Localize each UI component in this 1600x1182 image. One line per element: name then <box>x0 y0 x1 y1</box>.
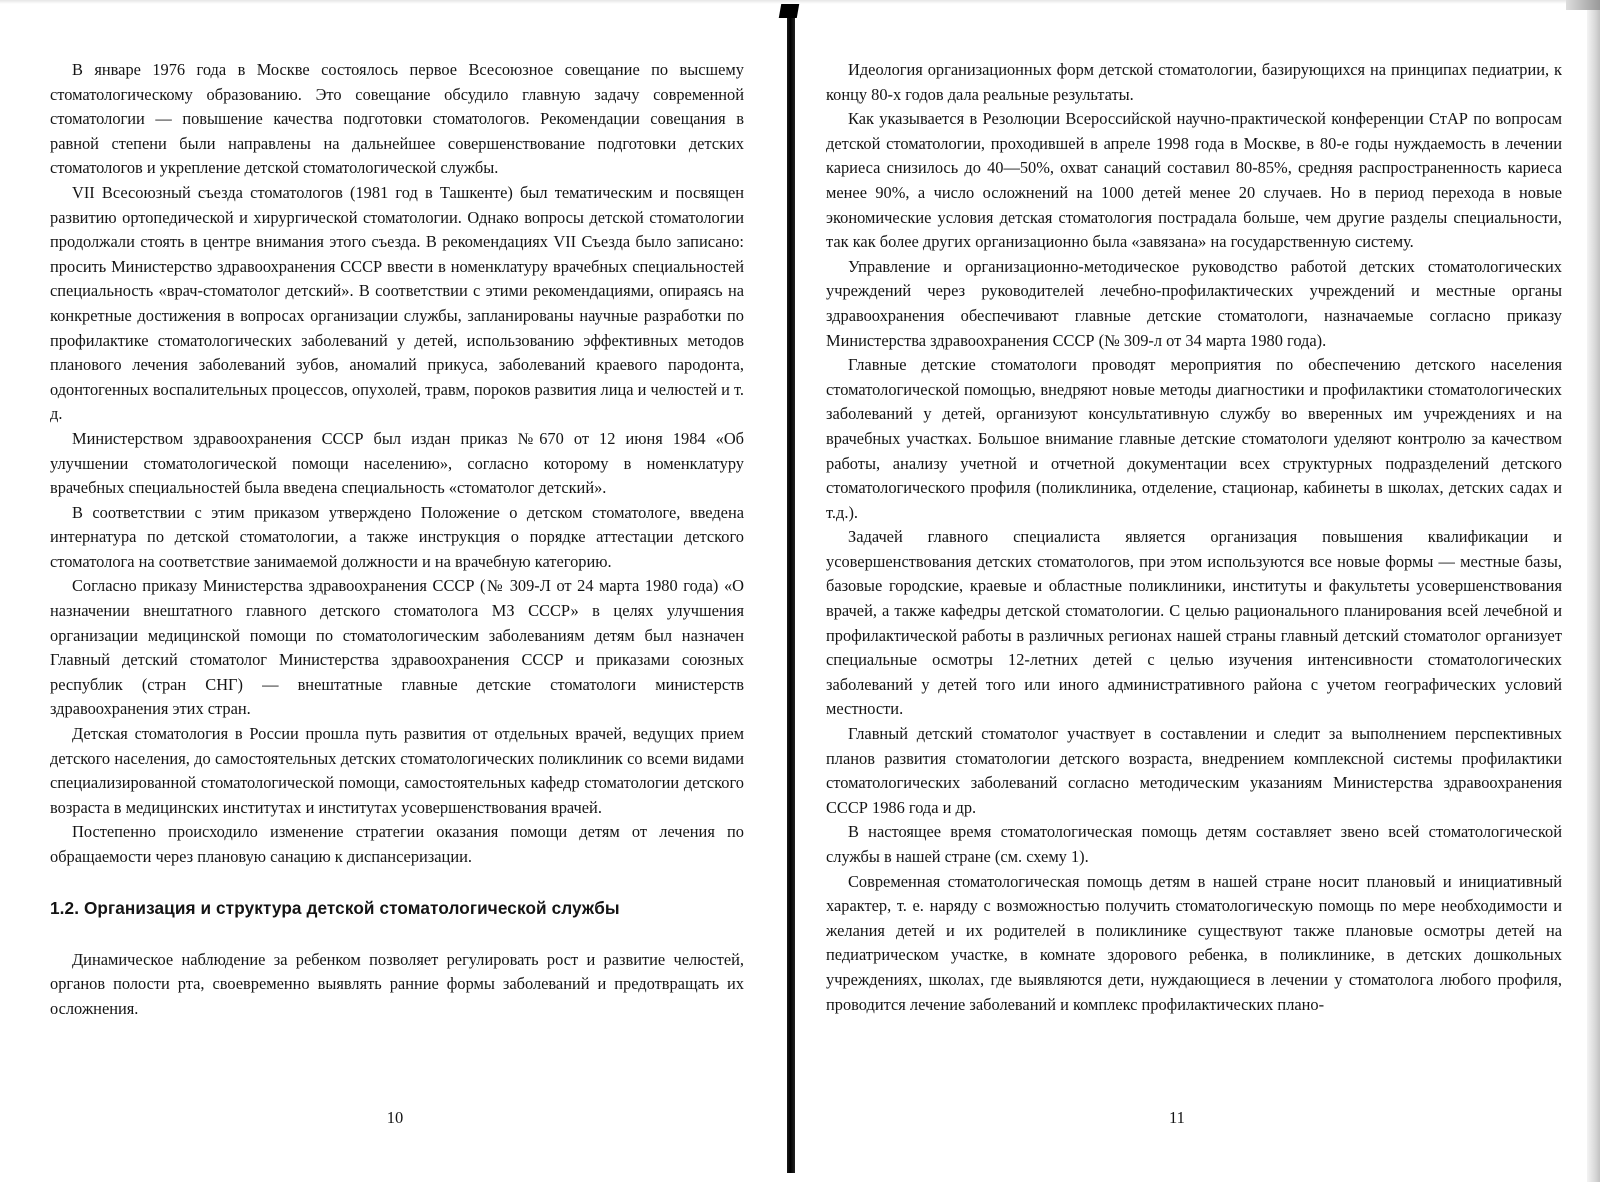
paragraph: Современная стоматологическая помощь детям в нашей стране носит плановый и инициативный характер, т. е. наряду с возможностью получить стоматологическую помощь по мере необходимости и желания детей и их родителей в поликлинике существуют также плановые осмотры детей на педиатрическом участке, в комнате здорового ребенка, в поликлинике, в детских дошкольных учреждениях, школах, где выявляются дети, нуждающиеся в лечении у стоматолога любого профиля, проводится лечение заболеваний и комплекс профилактических плано- <box>826 871 1562 1014</box>
paragraph: Управление и организационно-методическое руководство работой детских стоматологических учреждений через руководителей лечебно-профилактических учреждений и местные органы здравоохранения обеспечивают главные детские стоматологи, назначаемые согласно приказу Министерства здравоохранения СССР (№ 309-л от 34 марта 1980 года). <box>826 256 1562 350</box>
page-number-right: 11 <box>1169 1108 1185 1127</box>
paragraph: Постепенно происходило изменение стратегии оказания помощи детям от лечения по обращаемости через плановую санацию к диспансеризации. <box>50 822 744 866</box>
paragraph: Идеология организационных форм детской стоматологии, базирующихся на принципах педиатрии, к концу 80-х годов дала реальные результаты. <box>826 60 1562 104</box>
paragraph: Задачей главного специалиста является организация повышения квалификации и усовершенствования детских стоматологов, при этом используются все новые формы — местные базы, базовые городские, краевые и областные поликлиники, институты и факультеты усовершенствования врачей, а также кафедры детской стоматологии. С целью рационального планирования всей лечебной и профилактической работы в различных регионах нашей страны главный детский стоматолог организует специальные осмотры 12-летних детей с целью изучения интенсивности стоматологических заболеваний у детей того или иного административного района с учетом географических условий местности. <box>826 527 1562 719</box>
paragraph: В настоящее время стоматологическая помощь детям составляет звено всей стоматологической службы в нашей стране (см. схему 1). <box>826 822 1562 866</box>
section-heading: 1.2. Организация и структура детской стоматологической службы <box>50 897 620 918</box>
paragraph: Согласно приказу Министерства здравоохранения СССР (№ 309-Л от 24 марта 1980 года) «О назначении внештатного главного детского стоматолога МЗ СССР» в целях улучшения организации медицинской помощи по стоматологическим заболеваниям детям был назначен Главный детский стоматолог Министерства здравоохранения СССР и приказами союзных республик (стран СНГ) — внештатные главные детские стоматологи министерств здравоохранения этих стран. <box>50 576 744 719</box>
right-page-text <box>826 58 1562 1017</box>
paragraph: В январе 1976 года в Москве состоялось первое Всесоюзное совещание по высшему стоматологическому образованию. Это совещание обсудило главную задачу современной стоматологии — повышение качества подготовки стоматологов. Рекомендации совещания в равной степени были направлены на дальнейшее совершенствование подготовки детских стоматологов и укрепление детской стоматологической службы. <box>50 60 744 178</box>
page-edge-shadow <box>1587 0 1600 1182</box>
paragraph: Главные детские стоматологи проводят мероприятия по обеспечению детского населения стоматологической помощью, внедряют новые методы диагностики и профилактики стоматологических заболеваний у детей, организуют консультативную службу во вверенных им учреждениях и на врачебных участках. Большое внимание главные детские стоматологи уделяют контролю за качеством работы, анализу учетной и отчетной документации всех структурных подразделений детского стоматологического профиля (поликлиника, отделение, стационар, кабинеты в школах, детских садах и т.д.). <box>826 355 1562 522</box>
paragraph: В соответствии с этим приказом утверждено Положение о детском стоматологе, введена интернатура по детской стоматологии, а также инструкция о порядке аттестации детского стоматолога на соответствие занимаемой должности и на врачебную категорию. <box>50 502 744 571</box>
book-gutter <box>787 8 795 1173</box>
paragraph: Детская стоматология в России прошла путь развития от отдельных врачей, ведущих прием детского населения, до самостоятельных детских стоматологических поликлиник со всеми видами специализированной стоматологической помощи, самостоятельных кафедр стоматологии детского возраста в медицинских институтах и институтах усовершенствования врачей. <box>50 724 744 817</box>
page-corner-shadow <box>1566 0 1600 10</box>
paragraph: Главный детский стоматолог участвует в составлении и следит за выполнением перспективных планов развития стоматологии детского возраста, внедрением комплексной системы профилактики стоматологических заболеваний согласно методическим указаниям Министерства здравоохранения СССР 1986 года и др. <box>826 724 1562 817</box>
left-page <box>0 0 790 1182</box>
page-number-left: 10 <box>386 1108 404 1127</box>
paragraph: Динамическое наблюдение за ребенком позволяет регулировать рост и развитие челюстей, органов полости рта, своевременно выявлять ранние формы заболеваний и предотвращать их осложнения. <box>50 949 744 1018</box>
left-page-text <box>50 58 744 1021</box>
paragraph: Министерством здравоохранения СССР был издан приказ №670 от 12 июня 1984 «Об улучшении стоматологической помощи населению», согласно которому в номенклатуру врачебных специальностей была введена специальность «стоматолог детский». <box>50 428 744 498</box>
paragraph: VII Всесоюзный съезда стоматологов (1981 год в Ташкенте) был тематическим и посвящен развитию ортопедической и хирургической стоматологии. Однако вопросы детской стоматологии продолжали стоять в центре внимания этого съезда. В рекомендациях VII Съезда было записано: просить Министерство здравоохранения СССР ввести в номенклатуру врачебных специальностей специальность «врач-стоматолог детский». В соответствии с этими рекомендациями, опираясь на конкретные достижения в вопросах организации службы, запланированы научные разработки по профилактике стоматологических заболеваний у детей, использованию эффективных методов планового лечения заболеваний зубов, аномалий прикуса, заболеваний краевого пародонта, одонтогенных воспалительных процессов, опухолей, травм, пороков развития лица и челюстей и т. д. <box>50 182 744 424</box>
right-page <box>796 0 1600 1182</box>
paragraph: Как указывается в Резолюции Всероссийской научно-практической конференции СтАР по вопросам детской стоматологии, проходившей в апреле 1998 года в Москве, в 80-е годы нуждаемость в лечении кариеса снизилось до 40—50%, охват санаций составил 80-85%, средняя распространенность кариеса менее 90%, а число осложнений на 1000 детей менее 20 случаев. Но в период перехода в новые экономические условия детская стоматология пострадала больше, чем другие разделы специальности, так как более других организационно была «завязана» на государственную систему. <box>826 109 1562 252</box>
